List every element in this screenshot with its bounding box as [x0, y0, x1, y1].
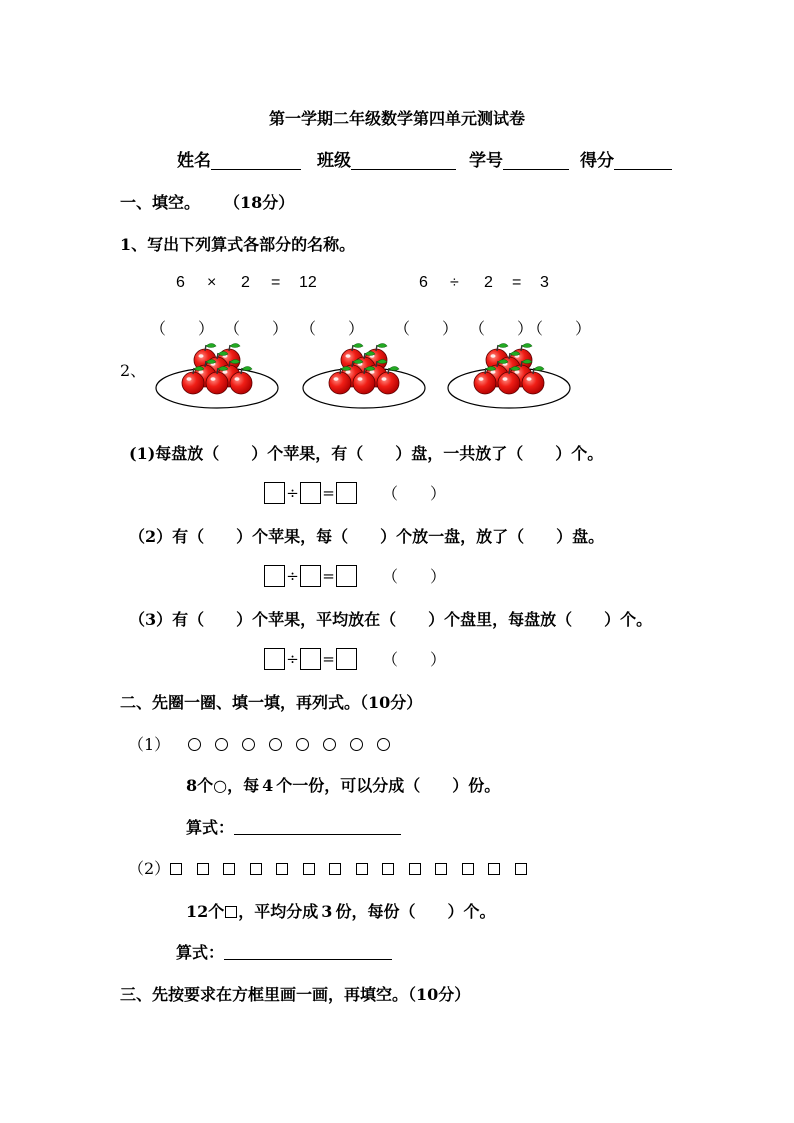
square-shape	[250, 863, 262, 875]
item2-label: （2）	[128, 859, 171, 878]
item2-text	[186, 899, 495, 922]
circle-shape	[377, 738, 390, 751]
score-blank[interactable]	[614, 151, 672, 170]
section2-heading: 二、先圈一圈、填一填，再列式。（10分）	[120, 693, 423, 712]
answer-box[interactable]	[300, 565, 321, 587]
answer-paren[interactable]: （ ）	[150, 319, 215, 338]
answer-paren[interactable]: （ ）	[382, 567, 447, 586]
square-shape	[170, 863, 182, 875]
item1-text-before: 8个○，每	[186, 776, 260, 795]
square-shape	[409, 863, 421, 875]
square-shape	[197, 863, 209, 875]
q2-part3-text: （3）有（ ）个苹果，平均放在（ ）个盘里，每盘放（ ）个。	[129, 610, 653, 629]
section3-heading: 三、先按要求在方框里画一画，再填空。（10分）	[120, 985, 471, 1004]
answer-paren[interactable]: （ ）	[300, 319, 365, 338]
answer-paren[interactable]: （ ）	[469, 319, 534, 338]
q2-label: 2、	[120, 361, 147, 380]
section1-heading	[120, 190, 294, 213]
square-shape	[276, 863, 288, 875]
answer-paren[interactable]: （ ）	[394, 319, 459, 338]
eq1-times: ×	[207, 274, 217, 291]
q2-part3-equation	[264, 647, 447, 670]
answer-paren[interactable]: （ ）	[382, 484, 447, 503]
eq1-equals: =	[271, 274, 281, 291]
eq1-factor2: 2	[241, 274, 250, 291]
number-label: 学号	[469, 151, 503, 171]
circle-shape	[215, 738, 228, 751]
circle-row	[188, 734, 404, 753]
square-symbol	[225, 906, 237, 918]
apple-plates-illustration	[150, 338, 590, 418]
divide-sign: ÷	[286, 483, 299, 502]
name-blank[interactable]	[211, 151, 301, 170]
square-shape	[382, 863, 394, 875]
square-shape	[223, 863, 235, 875]
square-row	[170, 858, 541, 877]
name-field[interactable]	[177, 146, 301, 171]
answer-paren[interactable]: （ ）	[382, 650, 447, 669]
answer-box[interactable]	[300, 648, 321, 670]
eq1-factor1: 6	[176, 274, 185, 291]
equals-sign: =	[322, 649, 335, 668]
eq2-divide: ÷	[450, 274, 459, 291]
q2-part1-equation	[264, 481, 447, 504]
divide-sign: ÷	[286, 649, 299, 668]
answer-box[interactable]	[264, 482, 285, 504]
answer-box[interactable]	[336, 565, 357, 587]
eq2-divisor: 2	[484, 274, 493, 291]
class-blank[interactable]	[351, 151, 456, 170]
item1-group-size: 4	[262, 776, 274, 795]
q2-part2-equation	[264, 564, 447, 587]
item2-text-c: 份，每份（ ）个。	[335, 902, 496, 921]
item1-label: （1）	[128, 735, 171, 754]
item1-text-after: 个一份，可以分成（ ）份。	[276, 776, 501, 795]
class-label: 班级	[317, 151, 351, 171]
formula-label: 算式：	[176, 943, 225, 962]
answer-box[interactable]	[336, 482, 357, 504]
number-field[interactable]	[469, 146, 569, 171]
answer-box[interactable]	[336, 648, 357, 670]
answer-paren[interactable]: （ ）	[224, 319, 289, 338]
formula-blank[interactable]	[224, 945, 392, 960]
item2-text-b: ，平均分成	[238, 902, 319, 921]
square-shape	[329, 863, 341, 875]
item2-group-count: 3	[321, 902, 333, 921]
item2-formula	[176, 940, 392, 963]
score-field[interactable]	[580, 146, 672, 171]
q1-text: 1、写出下列算式各部分的名称。	[120, 235, 356, 254]
circle-shape	[242, 738, 255, 751]
square-shape	[515, 863, 527, 875]
q2-part1-text: (1)每盘放（ ）个苹果，有（ ）盘，一共放了（ ）个。	[129, 444, 604, 463]
eq2-equals: =	[512, 274, 522, 291]
q2-part2-text: （2）有（ ）个苹果，每（ ）个放一盘，放了（ ）盘。	[129, 527, 605, 546]
answer-box[interactable]	[264, 648, 285, 670]
item1-formula	[186, 815, 401, 838]
name-label: 姓名	[177, 151, 211, 171]
eq2-dividend: 6	[419, 274, 428, 291]
answer-box[interactable]	[264, 565, 285, 587]
eq1-product: 12	[299, 274, 317, 291]
number-blank[interactable]	[503, 151, 569, 170]
eq2-quotient: 3	[540, 274, 549, 291]
circle-shape	[269, 738, 282, 751]
equals-sign: =	[322, 566, 335, 585]
item1-text	[186, 773, 500, 796]
class-field[interactable]	[317, 146, 456, 171]
circle-shape	[350, 738, 363, 751]
item2-text-a: 12个	[186, 902, 225, 921]
page-title: 第一学期二年级数学第四单元测试卷	[268, 109, 525, 128]
equals-sign: =	[322, 483, 335, 502]
square-shape	[356, 863, 368, 875]
section1-title: 一、填空。	[120, 193, 201, 212]
square-shape	[488, 863, 500, 875]
circle-shape	[188, 738, 201, 751]
divide-sign: ÷	[286, 566, 299, 585]
circle-shape	[323, 738, 336, 751]
formula-blank[interactable]	[234, 820, 401, 835]
answer-box[interactable]	[300, 482, 321, 504]
square-shape	[435, 863, 447, 875]
section1-points: （18分）	[224, 193, 295, 212]
square-shape	[303, 863, 315, 875]
score-label: 得分	[580, 151, 614, 171]
circle-shape	[296, 738, 309, 751]
formula-label: 算式：	[186, 818, 235, 837]
square-shape	[462, 863, 474, 875]
answer-paren[interactable]: （ ）	[527, 319, 592, 338]
